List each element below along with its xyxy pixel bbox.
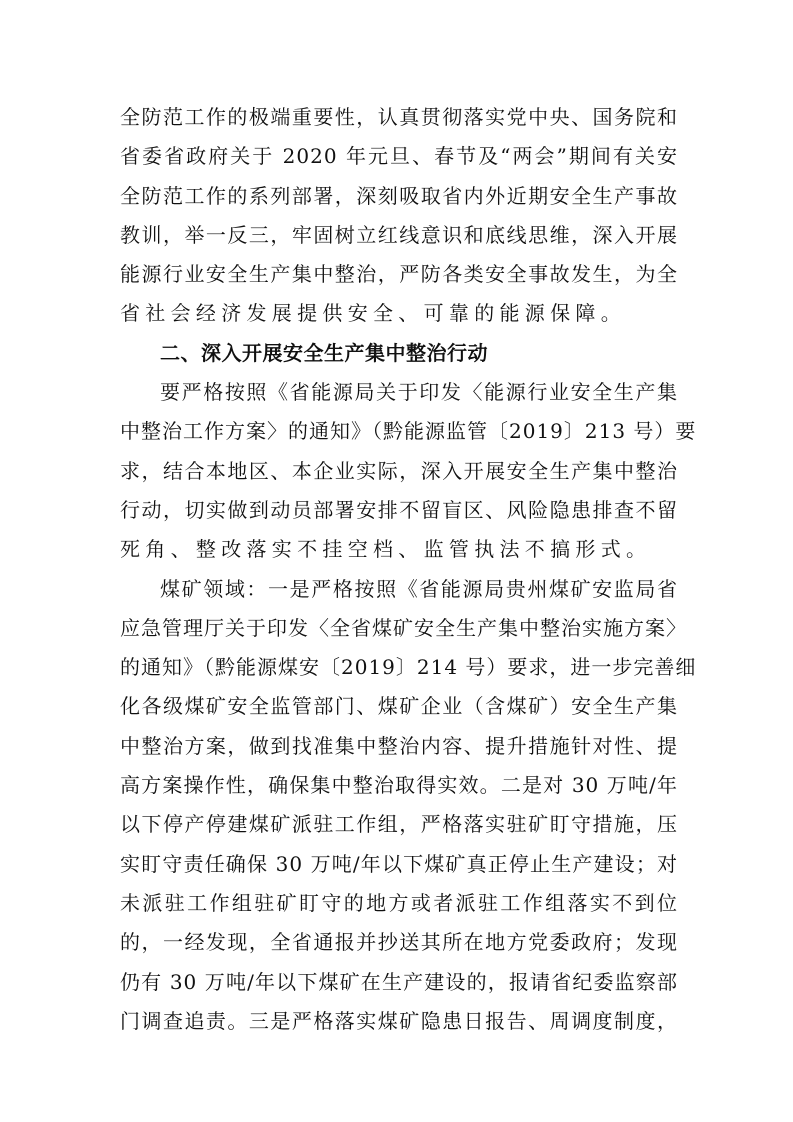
text-line: 行动，切实做到动员部署安排不留盲区、风险隐患排查不留 xyxy=(120,497,678,522)
text-line: 仍有 30 万吨/年以下煤矿在生产建设的，报请省纪委监察部 xyxy=(120,969,678,994)
text-line: 的通知》（黔能源煤安〔2019〕214 号）要求，进一步完善细 xyxy=(120,655,697,680)
text-line: 教训，举一反三，牢固树立红线意识和底线思维，深入开展 xyxy=(120,222,678,247)
text-line: 煤矿领域：一是严格按照《省能源局贵州煤矿安监局省 xyxy=(160,576,678,601)
document-page xyxy=(120,98,697,1041)
section-heading: 二、深入开展安全生产集中整治行动 xyxy=(160,340,488,365)
paragraph-2 xyxy=(120,373,697,569)
text-line: 要严格按照《省能源局关于印发〈能源行业安全生产集 xyxy=(160,380,678,405)
paragraph-3 xyxy=(120,570,697,1042)
text-line: 省社会经济发展提供安全、可靠的能源保障。 xyxy=(120,301,626,326)
text-line: 全防范工作的系列部署，深刻吸取省内外近期安全生产事故 xyxy=(120,183,678,208)
text-line: 中整治工作方案〉的通知》（黔能源监管〔2019〕213 号）要 xyxy=(120,419,697,444)
text-line: 全防范工作的极端重要性，认真贯彻落实党中央、国务院和 xyxy=(120,105,678,129)
text-line: 未派驻工作组驻矿盯守的地方或者派驻工作组落实不到位 xyxy=(120,890,678,915)
text-line: 高方案操作性，确保集中整治取得实效。二是对 30 万吨/年 xyxy=(120,773,678,798)
paragraph-1 xyxy=(120,98,678,334)
text-line: 死角、整改落实不挂空档、监管执法不搞形式。 xyxy=(120,537,652,562)
text-line: 以下停产停建煤矿派驻工作组，严格落实驻矿盯守措施，压 xyxy=(120,812,678,837)
text-line: 求，结合本地区、本企业实际，深入开展安全生产集中整治 xyxy=(120,458,678,483)
text-line: 门调查追责。三是严格落实煤矿隐患日报告、周调度制度， xyxy=(120,1008,678,1033)
text-line: 的，一经发现，全省通报并抄送其所在地方党委政府；发现 xyxy=(120,930,678,955)
text-line: 应急管理厅关于印发〈全省煤矿安全生产集中整治实施方案〉 xyxy=(120,615,687,640)
text-line: 化各级煤矿安全监管部门、煤矿企业（含煤矿）安全生产集 xyxy=(120,694,678,719)
text-line: 能源行业安全生产集中整治，严防各类安全事故发生，为全 xyxy=(120,262,678,287)
text-line: 省委省政府关于 2020 年元旦、春节及“两会”期间有关安 xyxy=(120,144,678,169)
text-line: 实盯守责任确保 30 万吨/年以下煤矿真正停止生产建设；对 xyxy=(120,851,678,876)
text-line: 中整治方案，做到找准集中整治内容、提升措施针对性、提 xyxy=(120,733,678,758)
